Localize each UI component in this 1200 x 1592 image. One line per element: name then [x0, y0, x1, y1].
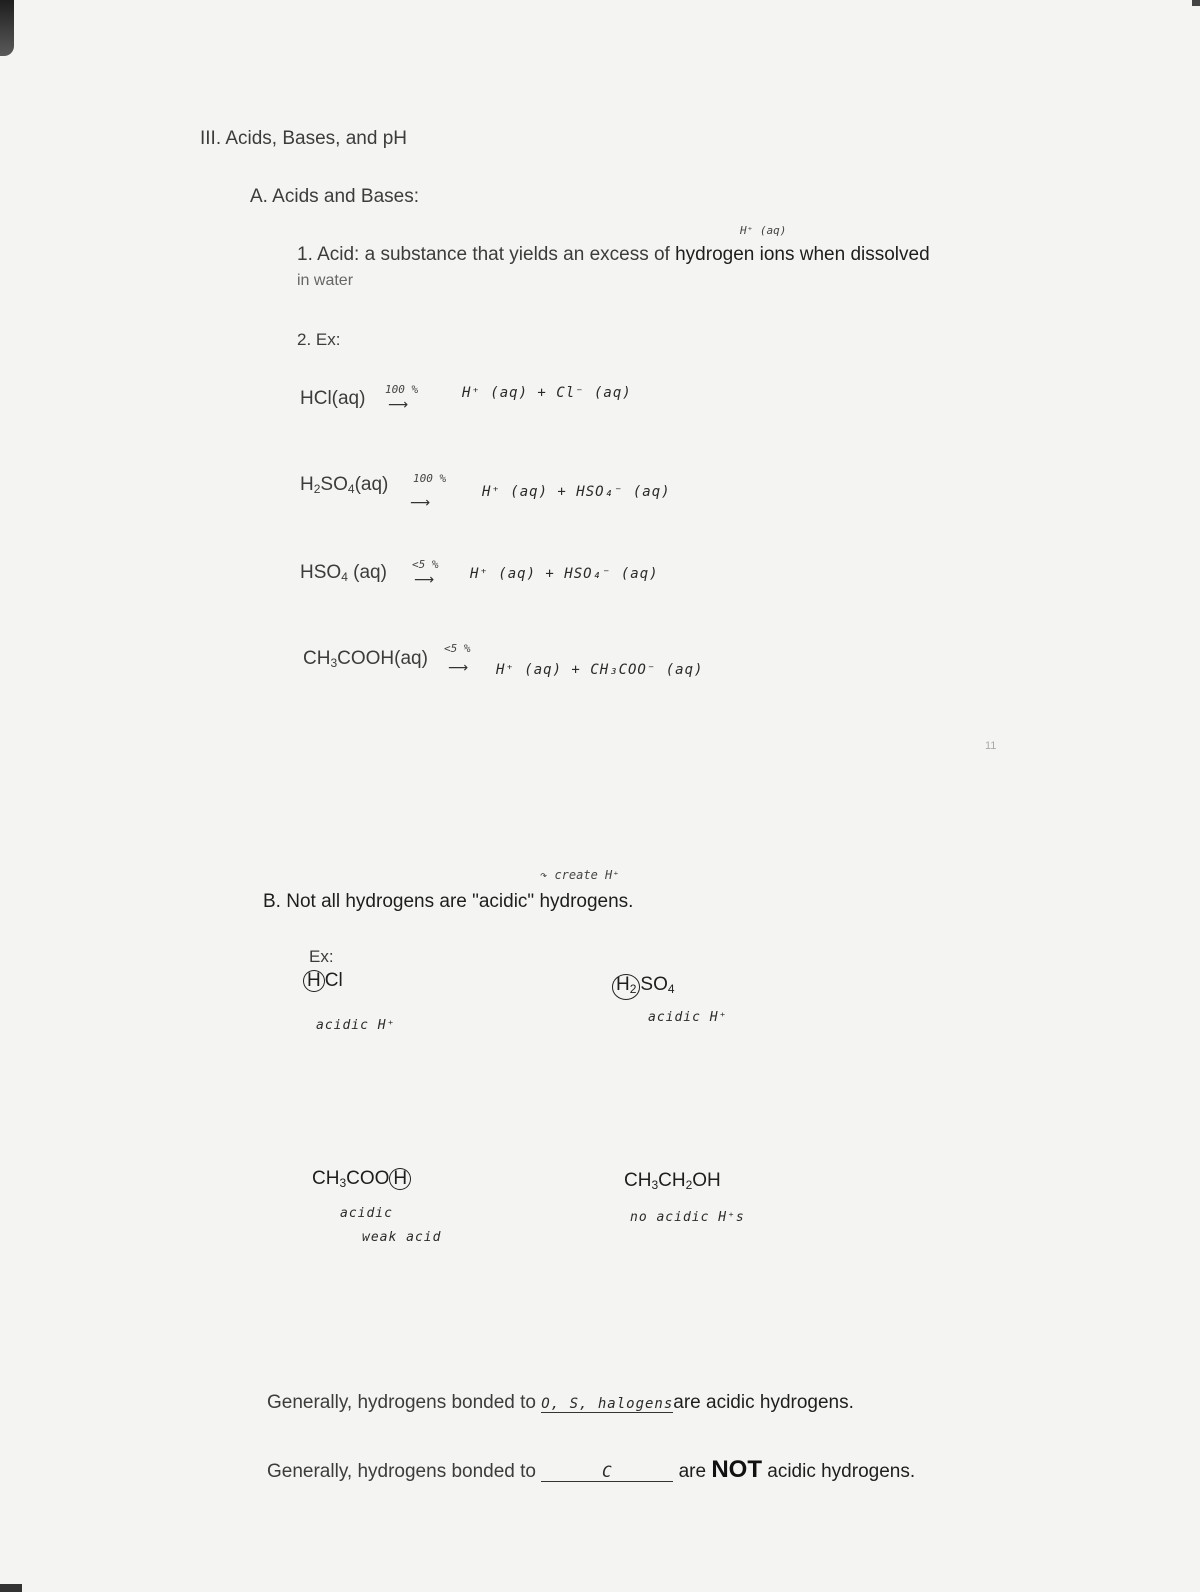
sentence-not-acidic-are: are	[678, 1461, 712, 1482]
reaction-1-products: H⁺ (aq) + Cl⁻ (aq)	[462, 385, 632, 401]
acid-definition-line2: in water	[297, 272, 354, 289]
scan-shadow-bottom-left	[0, 1584, 22, 1592]
h2so4-sub-2: 2	[629, 982, 637, 996]
acetic-note-acidic: acidic	[340, 1206, 393, 1221]
hcl-circled-h: H	[303, 970, 325, 992]
reaction-4-reactant-ch: CH	[303, 648, 331, 669]
reaction-1-reactant: HCl(aq)	[300, 388, 366, 409]
ethanol-ch2: CH	[658, 1170, 686, 1191]
create-h-annotation: ↷ create H⁺	[540, 868, 620, 882]
reaction-2-percent: 100 %	[413, 472, 447, 485]
subsection-b-heading: B. Not all hydrogens are "acidic" hydrogens.	[263, 891, 634, 912]
reaction-4-reactant	[303, 648, 428, 670]
section-title: III. Acids, Bases, and pH	[200, 128, 407, 149]
reaction-2-sub-4: 4	[347, 482, 355, 496]
reaction-4-products: H⁺ (aq) + CH₃COO⁻ (aq)	[496, 662, 704, 678]
hcl-cl: Cl	[324, 970, 343, 991]
reaction-4-sub-3: 3	[330, 656, 338, 670]
reaction-4-arrow: ⟶	[448, 660, 469, 676]
ethanol-sub-3: 3	[651, 1178, 659, 1192]
acetic-sub-3: 3	[339, 1176, 347, 1190]
sentence-not-emphasis: NOT	[711, 1456, 762, 1483]
reaction-1-percent: 100 %	[385, 383, 419, 396]
ethanol-formula	[624, 1170, 721, 1192]
acetic-note-weak-acid: weak acid	[362, 1230, 442, 1245]
example-label: 2. Ex:	[297, 330, 341, 349]
reaction-3-sub-4: 4	[341, 570, 348, 584]
h2so4-sub-4: 4	[667, 982, 675, 996]
hcl-note: acidic H⁺	[316, 1018, 396, 1033]
hcl-formula	[303, 970, 343, 992]
sentence-not-acidic	[267, 1456, 915, 1484]
sentence-acidic	[267, 1392, 854, 1414]
sentence-acidic-fill: O, S, halogens	[541, 1396, 674, 1412]
reaction-4-reactant-cooh: COOH(aq)	[337, 648, 428, 669]
acetic-acid-formula	[312, 1168, 411, 1190]
reaction-3-products: H⁺ (aq) + HSO₄⁻ (aq)	[470, 566, 659, 582]
ethanol-oh: OH	[692, 1170, 721, 1191]
ethanol-sub-2: 2	[685, 1178, 693, 1192]
sentence-not-acidic-fill: C	[541, 1462, 673, 1482]
ethanol-note: no acidic H⁺s	[630, 1210, 745, 1225]
h2so4-formula	[612, 974, 675, 1000]
h2so4-note: acidic H⁺	[648, 1010, 728, 1025]
reaction-2-reactant-h: H	[300, 474, 314, 495]
sentence-not-acidic-suffix: acidic hydrogens.	[761, 1461, 916, 1482]
h2so4-so: SO	[640, 974, 668, 995]
reaction-2-reactant-so: SO	[320, 474, 348, 495]
reaction-3-reactant-aq: (aq)	[347, 562, 387, 583]
page-number: 11	[985, 740, 997, 752]
examples-label: Ex:	[309, 947, 334, 966]
acetic-ch: CH	[312, 1168, 340, 1189]
reaction-2-sub-2: 2	[313, 482, 321, 496]
sentence-acidic-prefix: Generally, hydrogens bonded to	[267, 1392, 542, 1413]
reaction-3-percent: <5 %	[412, 558, 439, 571]
reaction-1-arrow: ⟶	[388, 397, 409, 413]
scan-shadow-top-left	[0, 0, 14, 56]
reaction-3-reactant	[300, 562, 387, 584]
reaction-2-reactant	[300, 474, 388, 496]
acetic-coo: COO	[346, 1168, 390, 1189]
scan-shadow-top-right	[1192, 0, 1200, 6]
h2so4-circled-h	[612, 974, 640, 1000]
acetic-circled-h: H	[389, 1168, 411, 1190]
acid-definition-prefix: 1. Acid: a substance that yields an excess of	[297, 244, 676, 265]
sentence-not-acidic-prefix: Generally, hydrogens bonded to	[267, 1461, 542, 1482]
reaction-2-arrow: ⟶	[410, 495, 431, 511]
h2so4-h: H	[616, 974, 630, 995]
acid-definition	[297, 244, 930, 266]
sentence-acidic-suffix: are acidic hydrogens.	[673, 1392, 854, 1413]
acid-definition-emphasis: hydrogen ions when dissolved	[675, 244, 930, 265]
reaction-3-arrow: ⟶	[414, 572, 435, 588]
reaction-4-percent: <5 %	[444, 642, 471, 655]
h-plus-annotation: H⁺ (aq)	[740, 224, 787, 237]
reaction-2-products: H⁺ (aq) + HSO₄⁻ (aq)	[482, 484, 671, 500]
reaction-3-reactant-hso: HSO	[300, 562, 342, 583]
ethanol-ch: CH	[624, 1170, 652, 1191]
subsection-a-heading: A. Acids and Bases:	[250, 186, 419, 207]
reaction-2-reactant-aq: (aq)	[354, 474, 389, 495]
